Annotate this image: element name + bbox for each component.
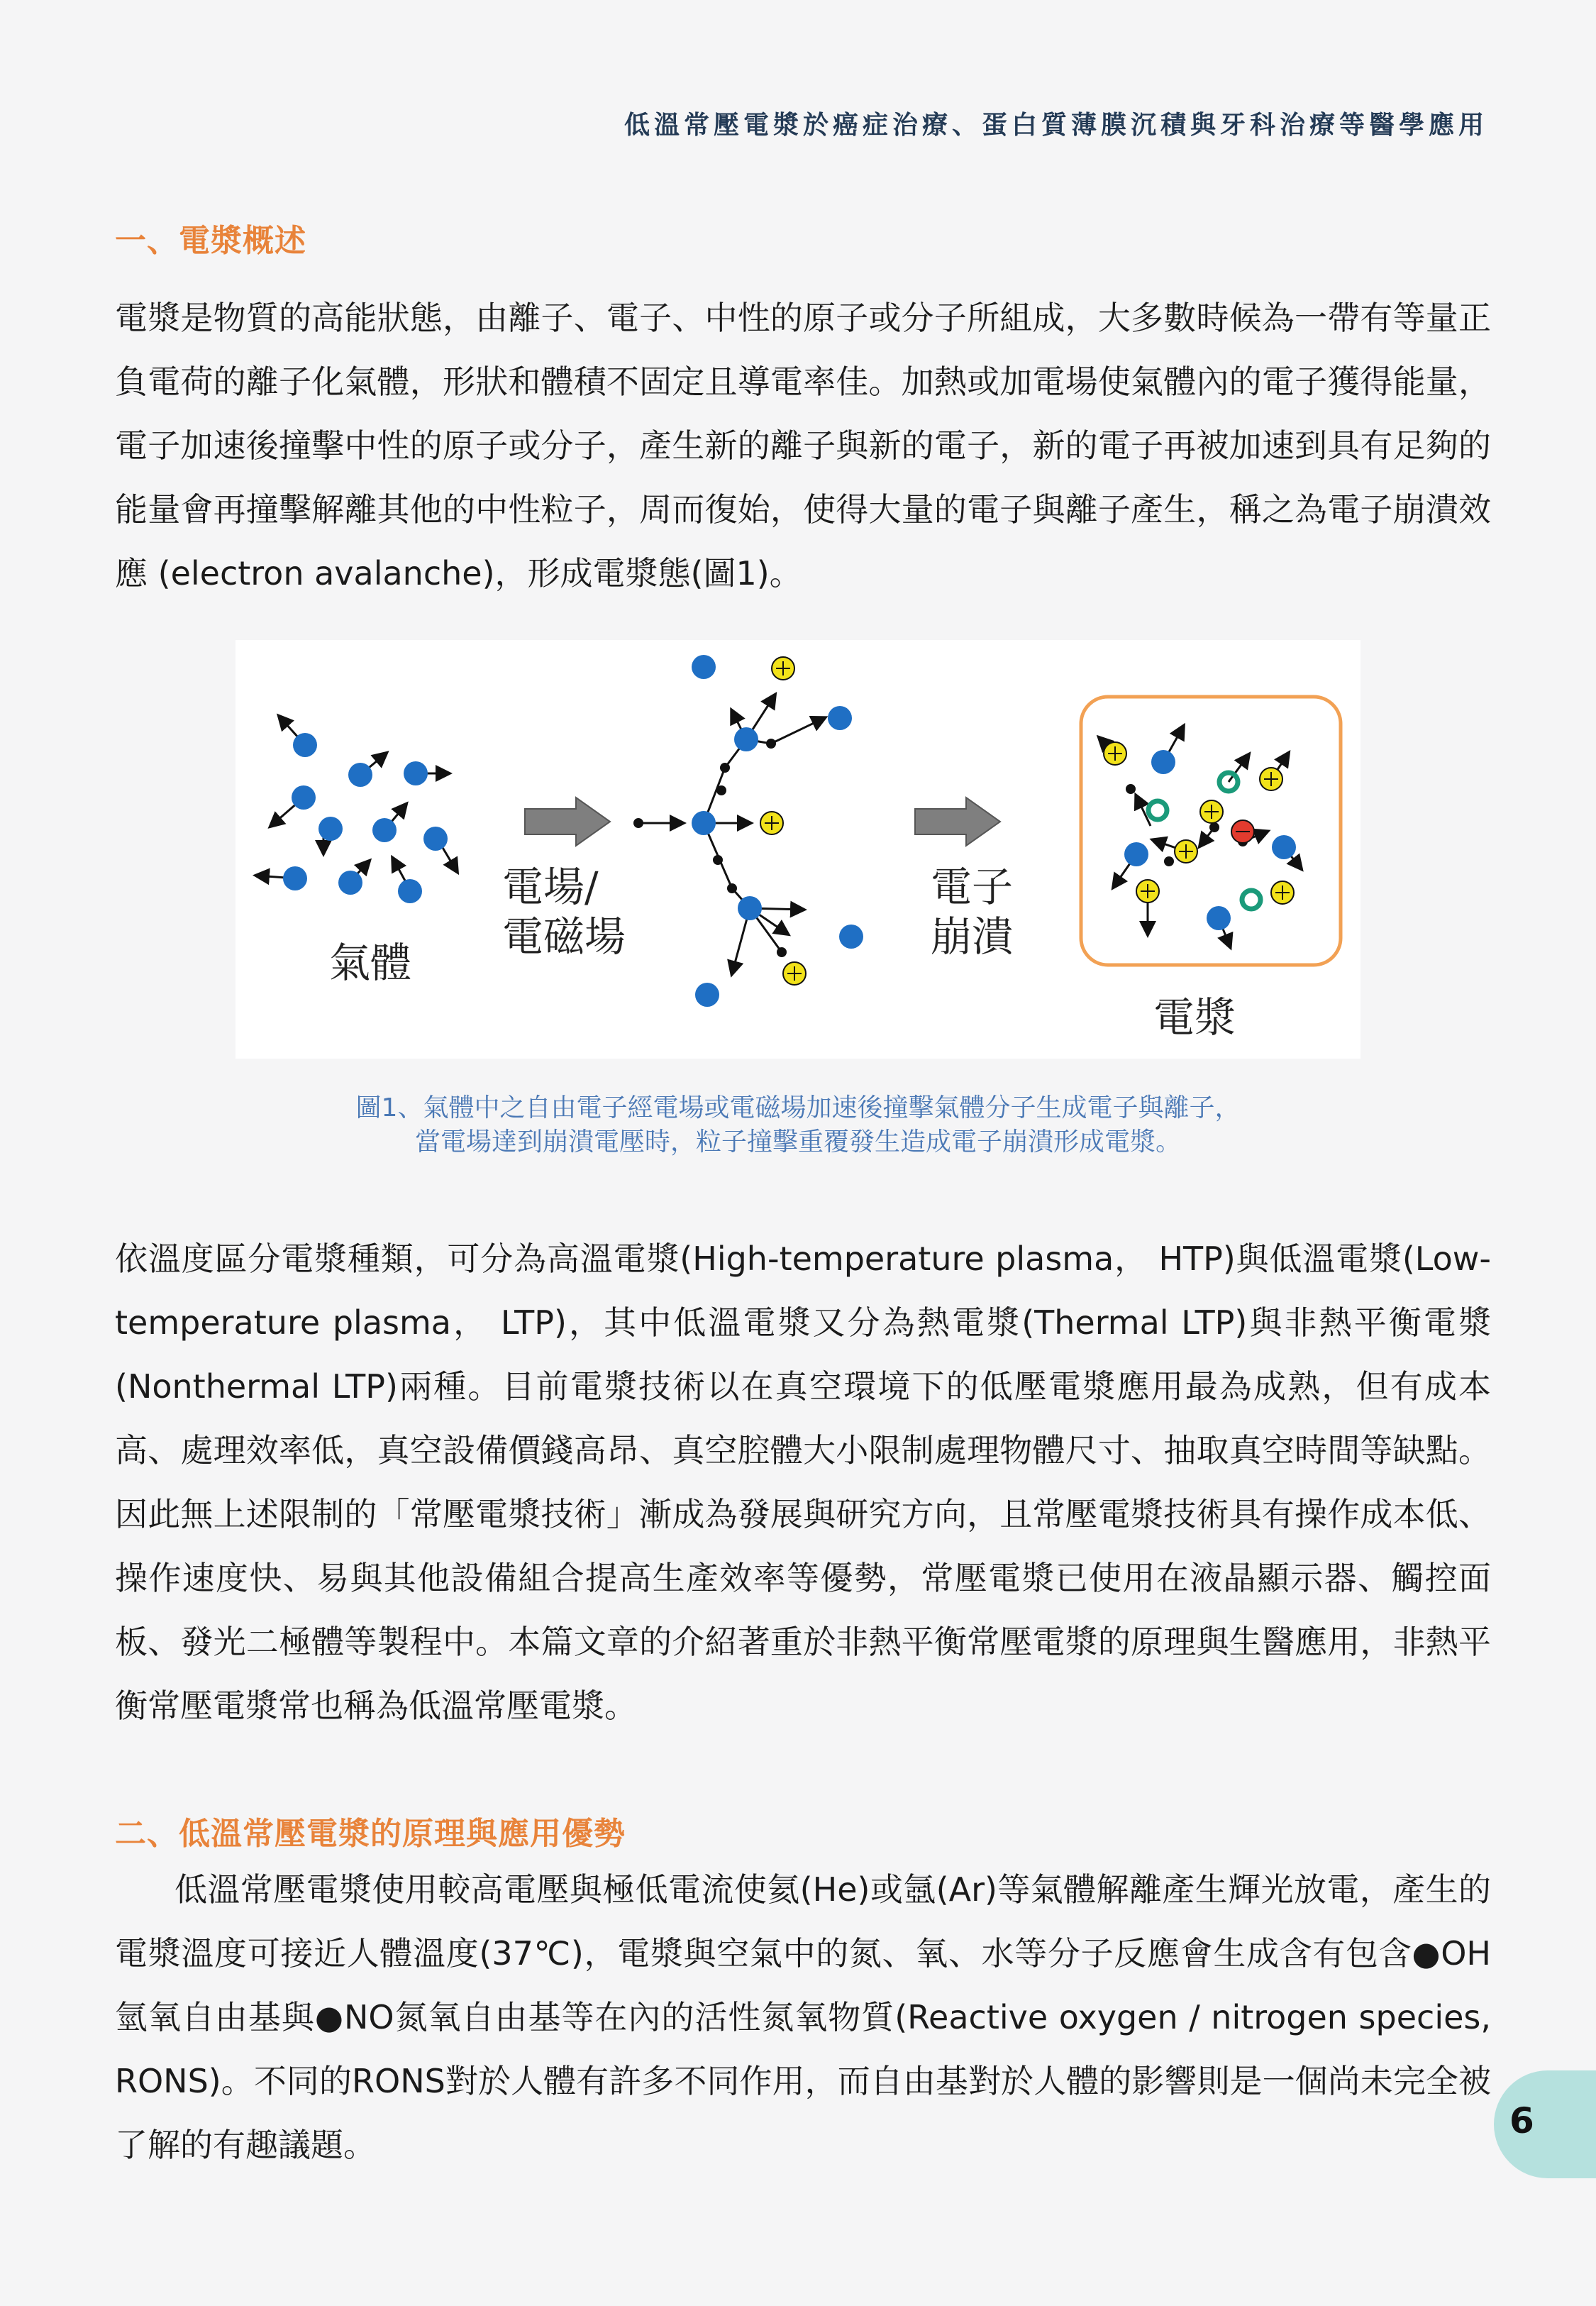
label-field-line2: 電磁場 [502, 912, 626, 961]
paragraph-plasma-types: 依溫度區分電漿種類，可分為高溫電漿(High-temperature plasma， HTP)與低溫電漿(Low-temperature plasma， LTP)，其中低溫電漿又分為熱電漿(Thermal LTP)與非熱平衡電漿(Nonthermal LTP)兩種。目前電漿技術以在真空環境下的低壓電漿應用最為成熟，但有成本高、處理效率低，真空設備價錢高昂、真空腔體大小限制處理物體尺寸、抽取真空時間等缺點。因此無上述限制的「常壓電漿技術」漸成為發展與研究方向，且常壓電漿技術具有操作成本低、操作速度快、易與其他設備組合提高生產效率等優勢，常壓電漿已使用在液晶顯示器、觸控面板、發光二極體等製程中。本篇文章的介紹著重於非熱平衡常壓電漿的原理與生醫應用，非熱平衡常壓電漿常也稱為低溫常壓電漿。 [115, 1240, 1491, 1725]
label-gas: 氣體 [329, 939, 412, 987]
label-plasma: 電漿 [1153, 993, 1236, 1042]
page-number: 6 [1509, 2100, 1534, 2141]
figure-caption-line1: 圖1、氣體中之自由電子經電場或電磁場加速後撞擊氣體分子生成電子與離子， [355, 1093, 1241, 1122]
gas-molecule-dots [283, 733, 448, 903]
label-breakdown-line2: 崩潰 [931, 912, 1014, 961]
running-title: 低溫常壓電漿於癌症治療、蛋白質薄膜沉積與牙科治療等醫學應用 [624, 110, 1488, 140]
arrow-breakdown-icon [915, 798, 1000, 846]
figure-caption-line2: 當電場達到崩潰電壓時，粒子撞擊重覆發生造成電子崩潰形成電漿。 [414, 1127, 1181, 1157]
plasma-particles [1099, 727, 1301, 947]
paragraph-principle: 低溫常壓電漿使用較高電壓與極低電流使氦(He)或氬(Ar)等氣體解離產生輝光放電，產生的電漿溫度可接近人體溫度(37℃)，電漿與空氣中的氮、氧、水等分子反應會生成含有包含●OH氫氧自由基與●NO氮氧自由基等在內的活性氮氧物質(Reactive oxygen / nitrogen species, RONS)。不同的RONS對於人體有許多不同作用，而自由基對於人體的影響則是一個尚未完全被了解的有趣議題。 [115, 1870, 1491, 2164]
paragraph-overview: 電漿是物質的高能狀態，由離子、電子、中性的原子或分子所組成，大多數時候為一帶有等量正負電荷的離子化氣體，形狀和體積不固定且導電率佳。加熱或加電場使氣體內的電子獲得能量，電子加速後撞擊中性的原子或分子，產生新的離子與新的電子，新的電子再被加速到具有足夠的能量會再撞擊解離其他的中性粒子，周而復始，使得大量的電子與離子產生，稱之為電子崩潰效應 (electron avalanche)，形成電漿態(圖1)。 [115, 299, 1491, 592]
avalanche-tree [633, 655, 863, 1007]
section-heading-overview: 一、電漿概述 [115, 223, 306, 259]
label-breakdown-line1: 電子 [931, 863, 1014, 911]
arrow-field-icon [525, 798, 610, 846]
electron-avalanche-diagram [235, 640, 1361, 1059]
label-field-line1: 電場/ [502, 863, 599, 911]
gas-molecules [257, 717, 457, 890]
figure-electron-avalanche [235, 640, 1361, 1059]
section-heading-principle: 二、低溫常壓電漿的原理與應用優勢 [115, 1816, 626, 1852]
